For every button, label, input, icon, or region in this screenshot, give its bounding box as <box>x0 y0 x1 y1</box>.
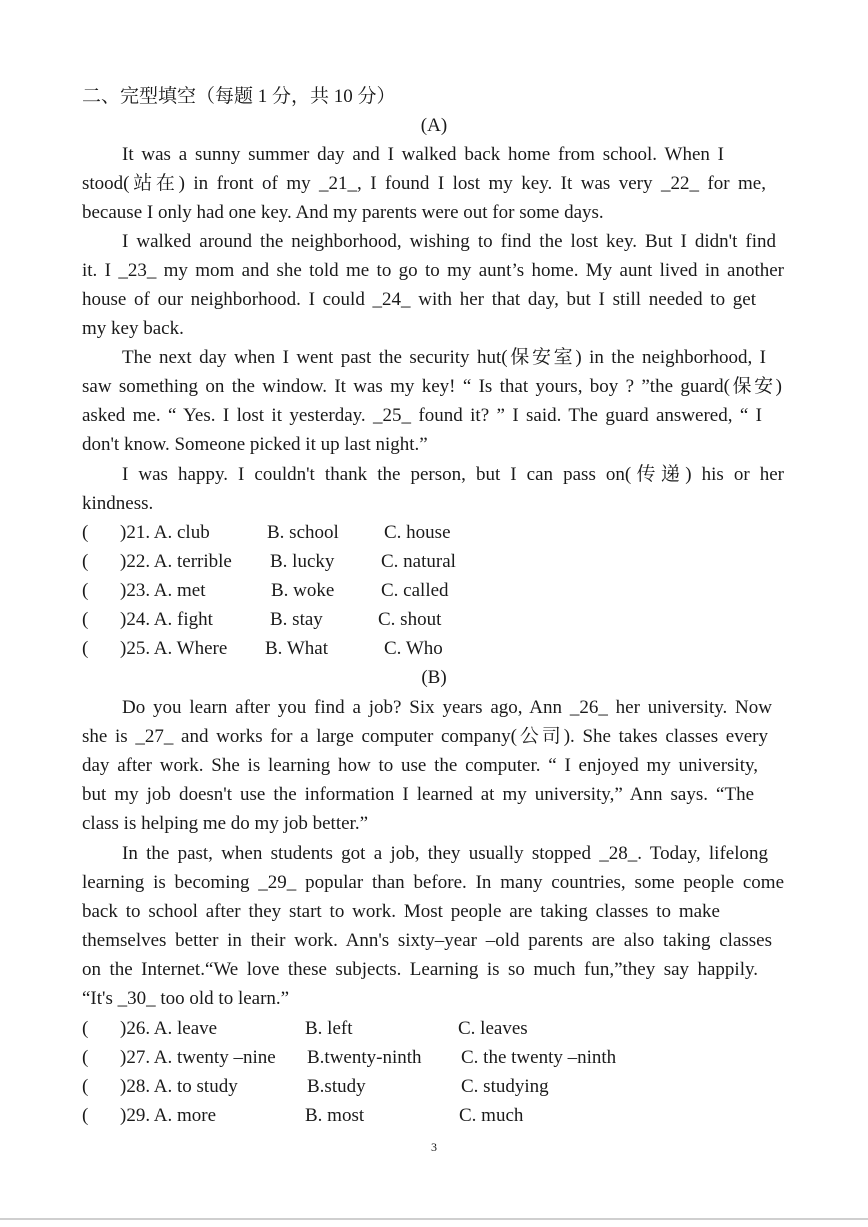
question-option-b: B. What <box>265 638 328 659</box>
passage-b-line: on the Internet.“We love these subjects. Learning is so much fun,”they say happily. <box>82 959 758 980</box>
passage-b-line: Do you learn after you find a job? Six years ago, Ann _26_ her university. Now <box>122 697 772 718</box>
question-option-c: C. called <box>381 580 449 601</box>
passage-a-line: asked me. “ Yes. I lost it yesterday. _25_ found it? ” I said. The guard answered, “ I <box>82 405 762 426</box>
passage-b-line: class is helping me do my job better.” <box>82 813 369 834</box>
passage-b-label: (B) <box>421 667 447 688</box>
passage-a-label: (A) <box>420 115 448 136</box>
passage-b-line: themselves better in their work. Ann's sixty–year –old parents are also taking classes <box>82 930 772 951</box>
passage-a-line: because I only had one key. And my parents were out for some days. <box>82 202 604 223</box>
passage-b-line: learning is becoming _29_ popular than before. In many countries, some people come <box>82 872 784 893</box>
question-option-a: )26. A. leave <box>120 1018 218 1039</box>
passage-b-line: day after work. She is learning how to use the computer. “ I enjoyed my university, <box>82 755 758 776</box>
question-option-a: )21. A. club <box>120 522 210 543</box>
answer-bracket[interactable]: ( <box>82 609 89 630</box>
question-option-b: B. lucky <box>270 551 335 572</box>
answer-bracket[interactable]: ( <box>82 1047 89 1068</box>
passage-a-line: stood(站在) in front of my _21_, I found I lost my key. It was very _22_ for me, <box>82 173 766 194</box>
passage-a-line: saw something on the window. It was my key! “ Is that yours, boy ? ”the guard(保安) <box>82 376 782 397</box>
question-option-b: B.twenty-ninth <box>307 1047 422 1068</box>
answer-bracket[interactable]: ( <box>82 1105 89 1126</box>
passage-a-line: my key back. <box>82 318 184 339</box>
question-option-c: C. natural <box>381 551 456 572</box>
passage-a-line: house of our neighborhood. I could _24_ with her that day, but I still needed to get <box>82 289 756 310</box>
question-option-a: )24. A. fight <box>120 609 213 630</box>
answer-bracket[interactable]: ( <box>82 580 89 601</box>
question-option-a: )25. A. Where <box>120 638 228 659</box>
question-option-a: )29. A. more <box>120 1105 217 1126</box>
passage-a-line: don't know. Someone picked it up last night.” <box>82 434 428 455</box>
passage-a-line: The next day when I went past the security hut(保安室) in the neighborhood, I <box>122 347 766 368</box>
question-option-c: C. shout <box>378 609 442 630</box>
passage-a-line: I was happy. I couldn't thank the person, but I can pass on(传递) his or her <box>122 464 784 485</box>
question-option-b: B. left <box>305 1018 353 1039</box>
passage-a-line: I walked around the neighborhood, wishing to find the lost key. But I didn't find <box>122 231 776 252</box>
question-option-c: C. studying <box>461 1076 549 1097</box>
question-option-a: )23. A. met <box>120 580 206 601</box>
page-number: 3 <box>431 1140 437 1154</box>
answer-bracket[interactable]: ( <box>82 551 89 572</box>
question-option-b: B. school <box>267 522 339 543</box>
question-option-a: )27. A. twenty –nine <box>120 1047 276 1068</box>
passage-b-line: In the past, when students got a job, they usually stopped _28_. Today, lifelong <box>122 843 768 864</box>
passage-b-line: but my job doesn't use the information I learned at my university,” Ann says. “The <box>82 784 754 805</box>
question-option-c: C. much <box>459 1105 524 1126</box>
question-option-a: )22. A. terrible <box>120 551 232 572</box>
passage-b-line: back to school after they start to work. Most people are taking classes to make <box>82 901 720 922</box>
question-option-a: )28. A. to study <box>120 1076 238 1097</box>
answer-bracket[interactable]: ( <box>82 1018 89 1039</box>
passage-b-line: “It's _30_ too old to learn.” <box>82 988 290 1009</box>
question-option-c: C. the twenty –ninth <box>461 1047 617 1068</box>
answer-bracket[interactable]: ( <box>82 522 89 543</box>
section-heading: 二、完型填空（每题 1 分，共 10 分） <box>82 86 396 107</box>
question-option-c: C. Who <box>384 638 443 659</box>
question-option-b: B. woke <box>271 580 335 601</box>
answer-bracket[interactable]: ( <box>82 638 89 659</box>
question-option-b: B.study <box>307 1076 366 1097</box>
question-option-b: B. most <box>305 1105 365 1126</box>
passage-b-line: she is _27_ and works for a large computer company(公司). She takes classes every <box>82 726 768 747</box>
passage-a-line: it. I _23_ my mom and she told me to go to my aunt’s home. My aunt lived in another <box>82 260 784 281</box>
question-option-b: B. stay <box>270 609 323 630</box>
question-option-c: C. house <box>384 522 451 543</box>
passage-a-line: It was a sunny summer day and I walked back home from school. When I <box>122 144 724 165</box>
answer-bracket[interactable]: ( <box>82 1076 89 1097</box>
page-edge-divider <box>0 1218 868 1220</box>
passage-a-line: kindness. <box>82 493 154 514</box>
question-option-c: C. leaves <box>458 1018 528 1039</box>
